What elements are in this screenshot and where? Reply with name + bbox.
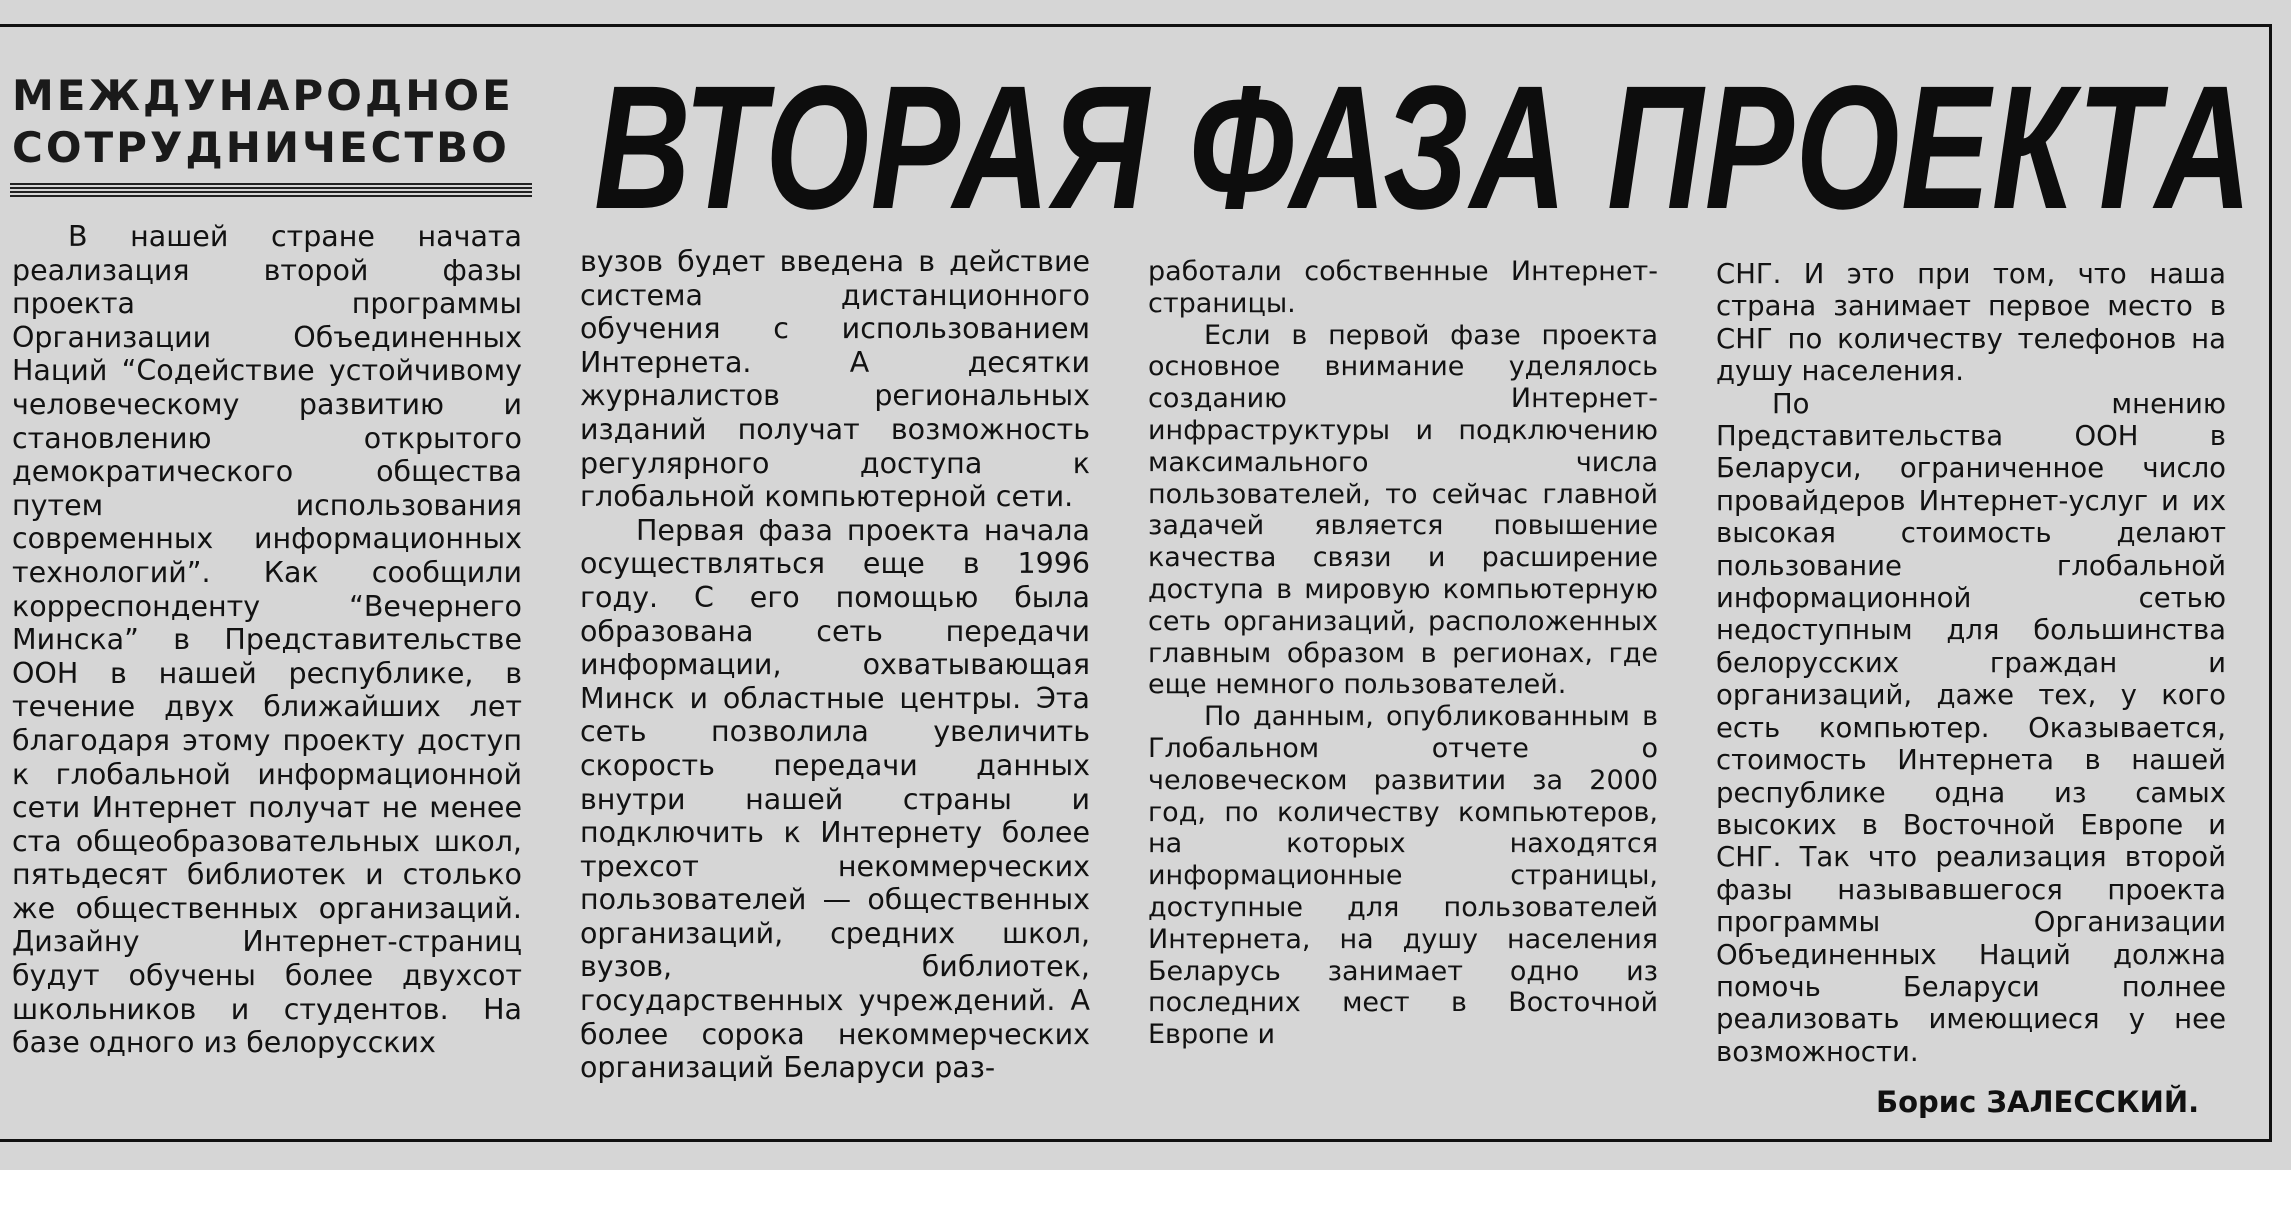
column-3-paragraph-2: Если в первой фазе проекта основное внимание уделялось созданию Интернет-инфраструктуры и подключению максимального числа пользователей, то сейчас главной задачей является повышение качества связи и расширение доступа в мировую компьютерную сеть организаций, расположенных главным образом в регионах, где еще немного пользователей. bbox=[1148, 319, 1658, 701]
column-3-paragraph-1: работали собственные Интернет-страницы. bbox=[1148, 256, 1658, 319]
column-4-paragraph-2: По мнению Представительства ООН в Беларуси, ограниченное число провайдеров Интернет-услуг и их высокая стоимость делают пользование глобальной информационной сетью недоступным для большинства белорусских граждан и организаций, даже тех, у кого есть компьютер. Оказывается, стоимость Интернета в нашей республике одна из самых высоких в Восточной Европе и СНГ. Так что реализация второй фазы называвшегося проекта программы Организации Объединенных Наций должна помочь Беларуси полнее реализовать имеющиеся у нее возможности. bbox=[1716, 387, 2226, 1068]
rubric-heading: МЕЖДУНАРОДНОЕ СОТРУДНИЧЕСТВО bbox=[12, 71, 514, 172]
rubric-rule bbox=[10, 183, 532, 197]
article-column-2 bbox=[580, 245, 1090, 1085]
column-2-paragraph-1: вузов будет введена в действие система дистанционного обучения с использованием Интернета. А десятки журналистов региональных изданий получат возможность регулярного доступа к глобальной компьютерной сети. bbox=[580, 245, 1090, 514]
column-4-paragraph-1: СНГ. И это при том, что наша страна занимает первое место в СНГ по количеству телефонов на душу населения. bbox=[1716, 258, 2226, 388]
article-column-3 bbox=[1148, 256, 1658, 1051]
article-column-1 bbox=[12, 220, 522, 1060]
column-1-paragraph-1: В нашей стране начата реализация второй фазы проекта программы Организации Объединенных Наций “Содействие устойчивому человеческому развитию и становлению открытого демократического общества путем использования современных информационных технологий”. Как сообщили корреспонденту “Вечернего Минска” в Представительстве ООН в нашей республике, в течение двух ближайших лет благодаря этому проекту доступ к глобальной информационной сети Интернет получат не менее ста общеобразовательных школ, пятьдесят библиотек и столько же общественных организаций. Дизайну Интернет-страниц будут обучены более двухсот школьников и студентов. На базе одного из белорусских bbox=[12, 220, 522, 1060]
author-signature: Борис ЗАЛЕССКИЙ. bbox=[1876, 1085, 2200, 1119]
article-column-4 bbox=[1716, 258, 2226, 1068]
column-2-paragraph-2: Первая фаза проекта начала осуществляться еще в 1996 году. С его помощью была образована сеть передачи информации, охватывающая Минск и областные центры. Эта сеть позволила увеличить скорость передачи данных внутри нашей страны и подключить к Интернету более трехсот некоммерческих пользователей — общественных организаций, средних школ, вузов, библиотек, государственных учреждений. А более сорока некоммерческих организаций Беларуси раз- bbox=[580, 513, 1090, 1085]
column-3-paragraph-3: По данным, опубликованным в Глобальном отчете о человеческом развитии за 2000 год, по количеству компьютеров, на которых находятся информационные страницы, доступные для пользователей Интернета, на душу населения Беларусь занимает одно из последних мест в Восточной Европе и bbox=[1148, 701, 1658, 1051]
article-headline: ВТОРАЯ ФАЗА ПРОЕКТА bbox=[594, 50, 2254, 246]
